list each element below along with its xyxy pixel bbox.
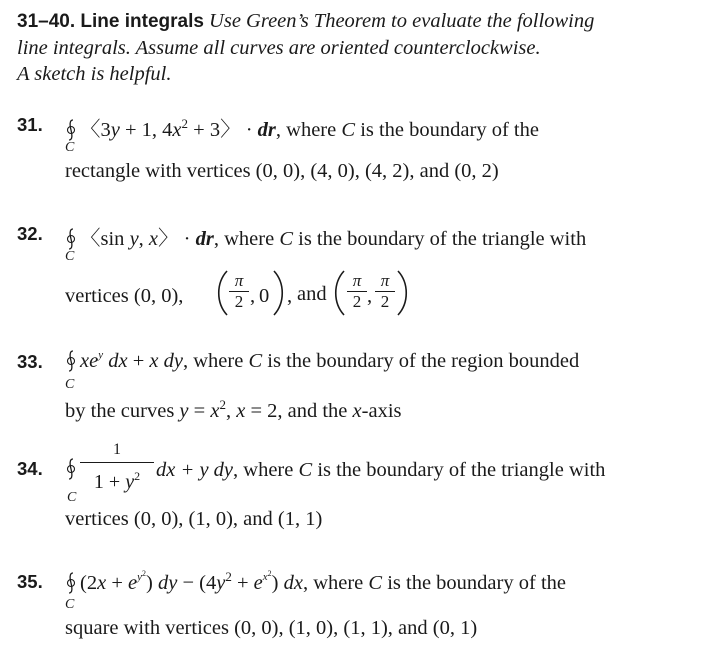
problem-line-1: 〈3y + 1, $4x^2 + 3$〉 · dr, where C is the boundary of the <box>64 112 539 142</box>
problem-line-2: square with vertices (0, 0), (1, 0), (1, 1), and (0, 1) <box>65 617 478 639</box>
problem-number: 33. <box>17 351 43 372</box>
right-paren-icon <box>271 269 287 317</box>
textbook-page: 31–40. Line integrals Use Green’s Theorem to evaluate the following line integrals. Assume all curves are oriented counterclockwise. A sketch is helpful. 31. 〈3y + 1, $4x^2 + 3$〉 · dr, where C is the boundary of the C rectangle with vertices (0, 0), (4, 0), (4, 2), and (0, 2) 32. 〈sin y, x〉 · dr, where C is the boundary of the triangle with C vertices (0, 0), π 2 , 0 , and π 2 , π 2 33. $xe^y$ dx + x dy, where C is the boundary of the region bounded C by the curves $y = x^2$, x = 2, and the x-axis 34. 1 $1 + y^2$ dx + y dy, where C is the boundary of the triangle with C vertices (0, 0), (1, 0), and (1, 1) 35. $(2x + e^{y^2})$ dy − $(4y^2 + e^{x^2})$ dx, where C is the boundary of the C square with vertices (0, 0), (1, 0), (1, 1), and (0, 1) <box>0 0 718 666</box>
problem-line-1: $xe^y$ dx + x dy, where C is the boundary of the region bounded <box>64 349 579 373</box>
problem-line-1: $(2x + e^{y^2})$ dy − $(4y^2 + e^{x^2})$ dx, where C is the boundary of the <box>64 569 566 595</box>
problem-line-2: rectangle with vertices (0, 0), (4, 0), (4, 2), and (0, 2) <box>65 160 499 182</box>
contour-integral-icon <box>64 349 78 373</box>
contour-subscript: C <box>65 597 75 612</box>
fraction-pi-over-2: π 2 <box>347 272 367 311</box>
problem-number: 31. <box>17 114 43 135</box>
header-line-2: line integrals. Assume all curves are oriented counterclockwise. <box>17 37 541 59</box>
contour-integral-icon <box>64 571 78 595</box>
contour-integral-icon <box>64 227 78 251</box>
left-paren-icon <box>214 269 230 317</box>
exercise-header <box>17 8 707 87</box>
contour-subscript: C <box>65 140 75 155</box>
header-line-1 <box>17 8 707 35</box>
fraction-1-over-1-plus-y2: 1 $1 + y^2$ <box>80 440 154 493</box>
problem-line-1: 〈sin y, x〉 · dr, where C is the boundary of the triangle with <box>64 221 586 251</box>
problem-number: 32. <box>17 223 43 244</box>
problem-number: 35. <box>17 571 43 592</box>
contour-subscript: C <box>65 249 75 264</box>
contour-integral-icon <box>64 457 78 481</box>
contour-subscript: C <box>67 490 77 505</box>
problem-number: 34. <box>17 458 43 479</box>
fraction-pi-over-2: π 2 <box>229 272 249 311</box>
header-line-3: A sketch is helpful. <box>17 63 172 85</box>
left-paren-icon <box>331 269 347 317</box>
right-paren-icon <box>395 269 411 317</box>
problem-line-2: vertices (0, 0), (1, 0), and (1, 1) <box>65 508 323 530</box>
section-title: 31–40. Line integrals <box>17 11 204 32</box>
header-lead: Use Green’s Theorem to evaluate the following <box>209 10 595 32</box>
problem-line-2: by the curves $y = x^2$, x = 2, and the x-axis <box>65 397 402 422</box>
contour-integral-icon <box>64 118 78 142</box>
fraction-pi-over-2: π 2 <box>375 272 395 311</box>
contour-subscript: C <box>65 377 75 392</box>
